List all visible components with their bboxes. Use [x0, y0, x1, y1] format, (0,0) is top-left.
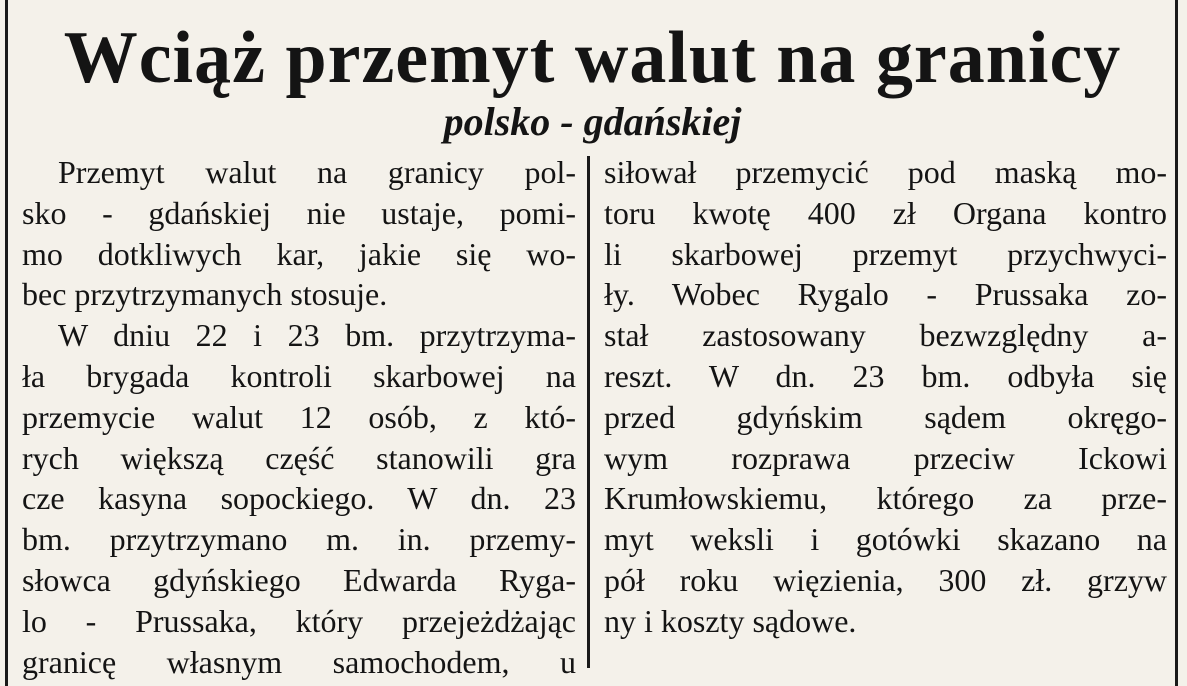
- text-line: ły. Wobec Rygalo - Prussaka zo-: [604, 276, 1167, 313]
- article-column-left: [22, 152, 576, 682]
- clipping-left-border: [5, 0, 8, 686]
- article-headline: Wciąż przemyt walut na granicy: [63, 17, 1122, 99]
- text-line: Krumłowskiemu, którego za prze-: [604, 480, 1167, 517]
- text-line: stał zastosowany bezwzględny a-: [604, 317, 1167, 354]
- text-line: toru kwotę 400 zł Organa kontro: [604, 194, 1167, 231]
- text-line: ny i koszty sądowe.: [604, 602, 857, 639]
- text-line: pół roku więzienia, 300 zł. grzyw: [604, 561, 1167, 598]
- clipping-right-border: [1175, 0, 1178, 686]
- text-line: rych większą część stanowili gra: [22, 439, 576, 476]
- article-column-right: [604, 152, 1167, 642]
- text-line: granicę własnym samochodem, u: [22, 643, 576, 680]
- text-line: Przemyt walut na granicy pol-: [58, 154, 576, 190]
- text-line: mo dotkliwych kar, jakie się wo-: [22, 235, 576, 272]
- column-divider: [587, 156, 590, 668]
- text-line: myt weksli i gotówki skazano na: [604, 521, 1167, 558]
- text-line: przed gdyńskim sądem okręgo-: [604, 398, 1167, 435]
- text-line: wym rozprawa przeciw Ickowi: [604, 439, 1167, 476]
- text-line: cze kasyna sopockiego. W dn. 23: [22, 480, 576, 517]
- text-line: słowca gdyńskiego Edwarda Ryga-: [22, 561, 576, 598]
- text-line: przemycie walut 12 osób, z któ-: [22, 398, 576, 435]
- text-line: sko - gdańskiej nie ustaje, pomi-: [22, 194, 576, 231]
- text-line: bm. przytrzymano m. in. przemy-: [22, 521, 576, 558]
- text-line: siłował przemycić pod maską mo-: [604, 154, 1167, 190]
- text-line: reszt. W dn. 23 bm. odbyła się: [604, 357, 1167, 394]
- text-line: W dniu 22 i 23 bm. przytrzyma-: [58, 317, 576, 354]
- article-subheadline: polsko - gdańskiej: [443, 99, 742, 144]
- text-line: lo - Prussaka, który przejeżdżając: [22, 602, 576, 639]
- text-line: ła brygada kontroli skarbowej na: [22, 357, 576, 394]
- text-line: bec przytrzymanych stosuje.: [22, 276, 388, 313]
- text-line: li skarbowej przemyt przychwyci-: [604, 235, 1167, 272]
